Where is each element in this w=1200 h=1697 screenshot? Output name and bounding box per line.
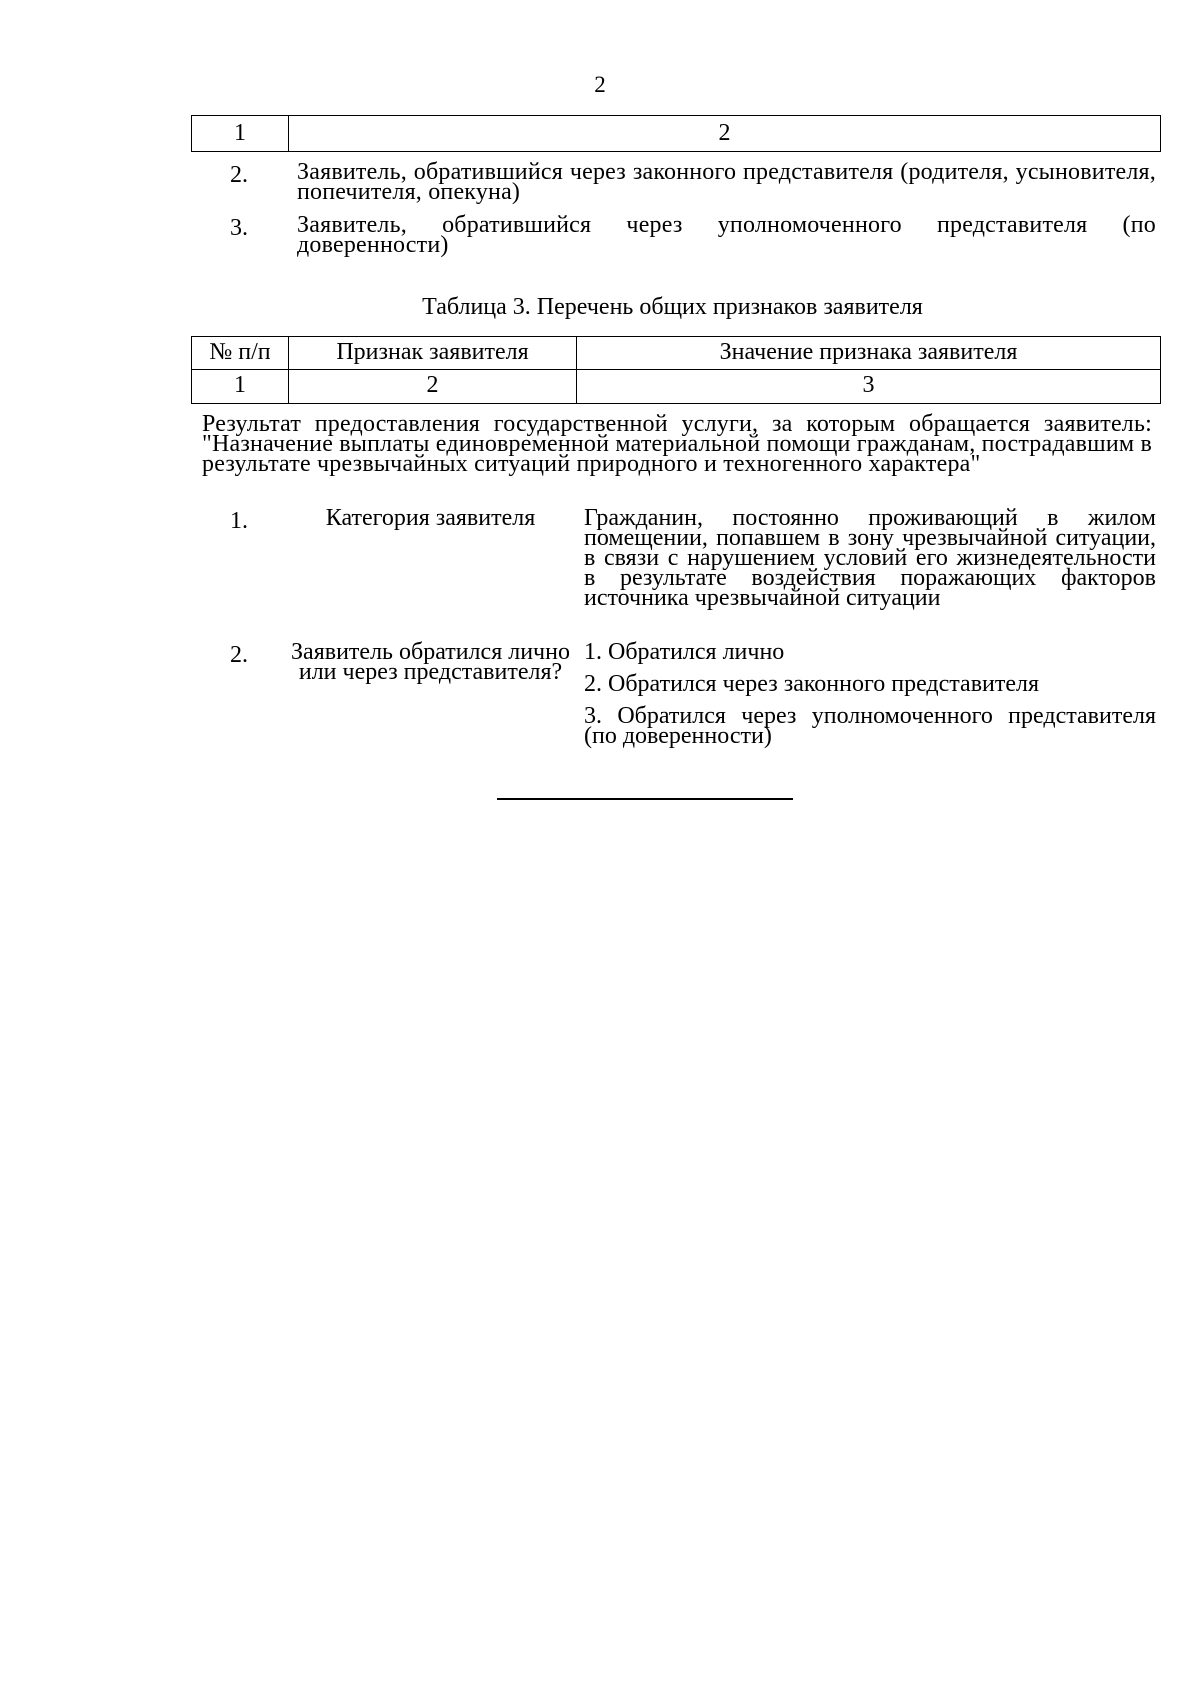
- feature-values: [574, 639, 1161, 749]
- table-caption: Таблица 3. Перечень общих признаков заявителя: [422, 294, 923, 320]
- service-result-description: Результат предоставления государственной услуги, за которым обращается заявитель: "Назначение выплаты единовременной материальной помощи гражданам, пострадавшим в результате чрезвычайных ситуаций природного и техногенного характера": [202, 411, 1152, 477]
- continuation-table-header: [191, 115, 1161, 152]
- header-feature: Признак заявителя: [289, 337, 577, 369]
- row-text: Заявитель, обратившийся через уполномоченного представителя (по доверенности): [297, 212, 1156, 258]
- feature-name: Заявитель обратился лично или через представителя?: [291, 639, 570, 685]
- feature-option: 1. Обратился лично: [584, 639, 785, 665]
- table3-header-row: [191, 336, 1161, 370]
- feature-row: [191, 505, 1161, 611]
- column-number-3: 3: [862, 372, 875, 398]
- header-value: Значение признака заявителя: [719, 339, 1018, 365]
- row-number: 2.: [230, 162, 248, 188]
- page-number: 2: [594, 72, 606, 97]
- table3-column-numbers-row: [191, 370, 1161, 404]
- header-number: № п/п: [192, 337, 289, 369]
- feature-name: Категория заявителя: [325, 505, 536, 531]
- column-number-1: 1: [192, 370, 289, 403]
- table-row: [191, 159, 1161, 205]
- column-header-1: 1: [192, 116, 289, 151]
- row-number: 3.: [230, 215, 248, 241]
- feature-option: 2. Обратился через законного представителя: [584, 671, 1040, 697]
- column-header-2: 2: [718, 120, 731, 146]
- row-number: 2.: [230, 642, 248, 668]
- table-row: [191, 212, 1161, 258]
- row-number: 1.: [230, 508, 248, 534]
- feature-option: 3. Обратился через уполномоченного представителя (по доверенности): [584, 703, 1156, 749]
- feature-row: [191, 639, 1161, 749]
- end-divider: [497, 798, 793, 800]
- row-text: Заявитель, обратившийся через законного представителя (родителя, усыновителя, попечителя, опекуна): [297, 159, 1156, 205]
- column-number-2: 2: [289, 370, 577, 403]
- feature-value: Гражданин, постоянно проживающий в жилом помещении, попавшем в зону чрезвычайной ситуации, в связи с нарушением условий его жизнедеятельности в результате воздействия поражающих факторов источника чрезвычайной ситуации: [584, 505, 1156, 611]
